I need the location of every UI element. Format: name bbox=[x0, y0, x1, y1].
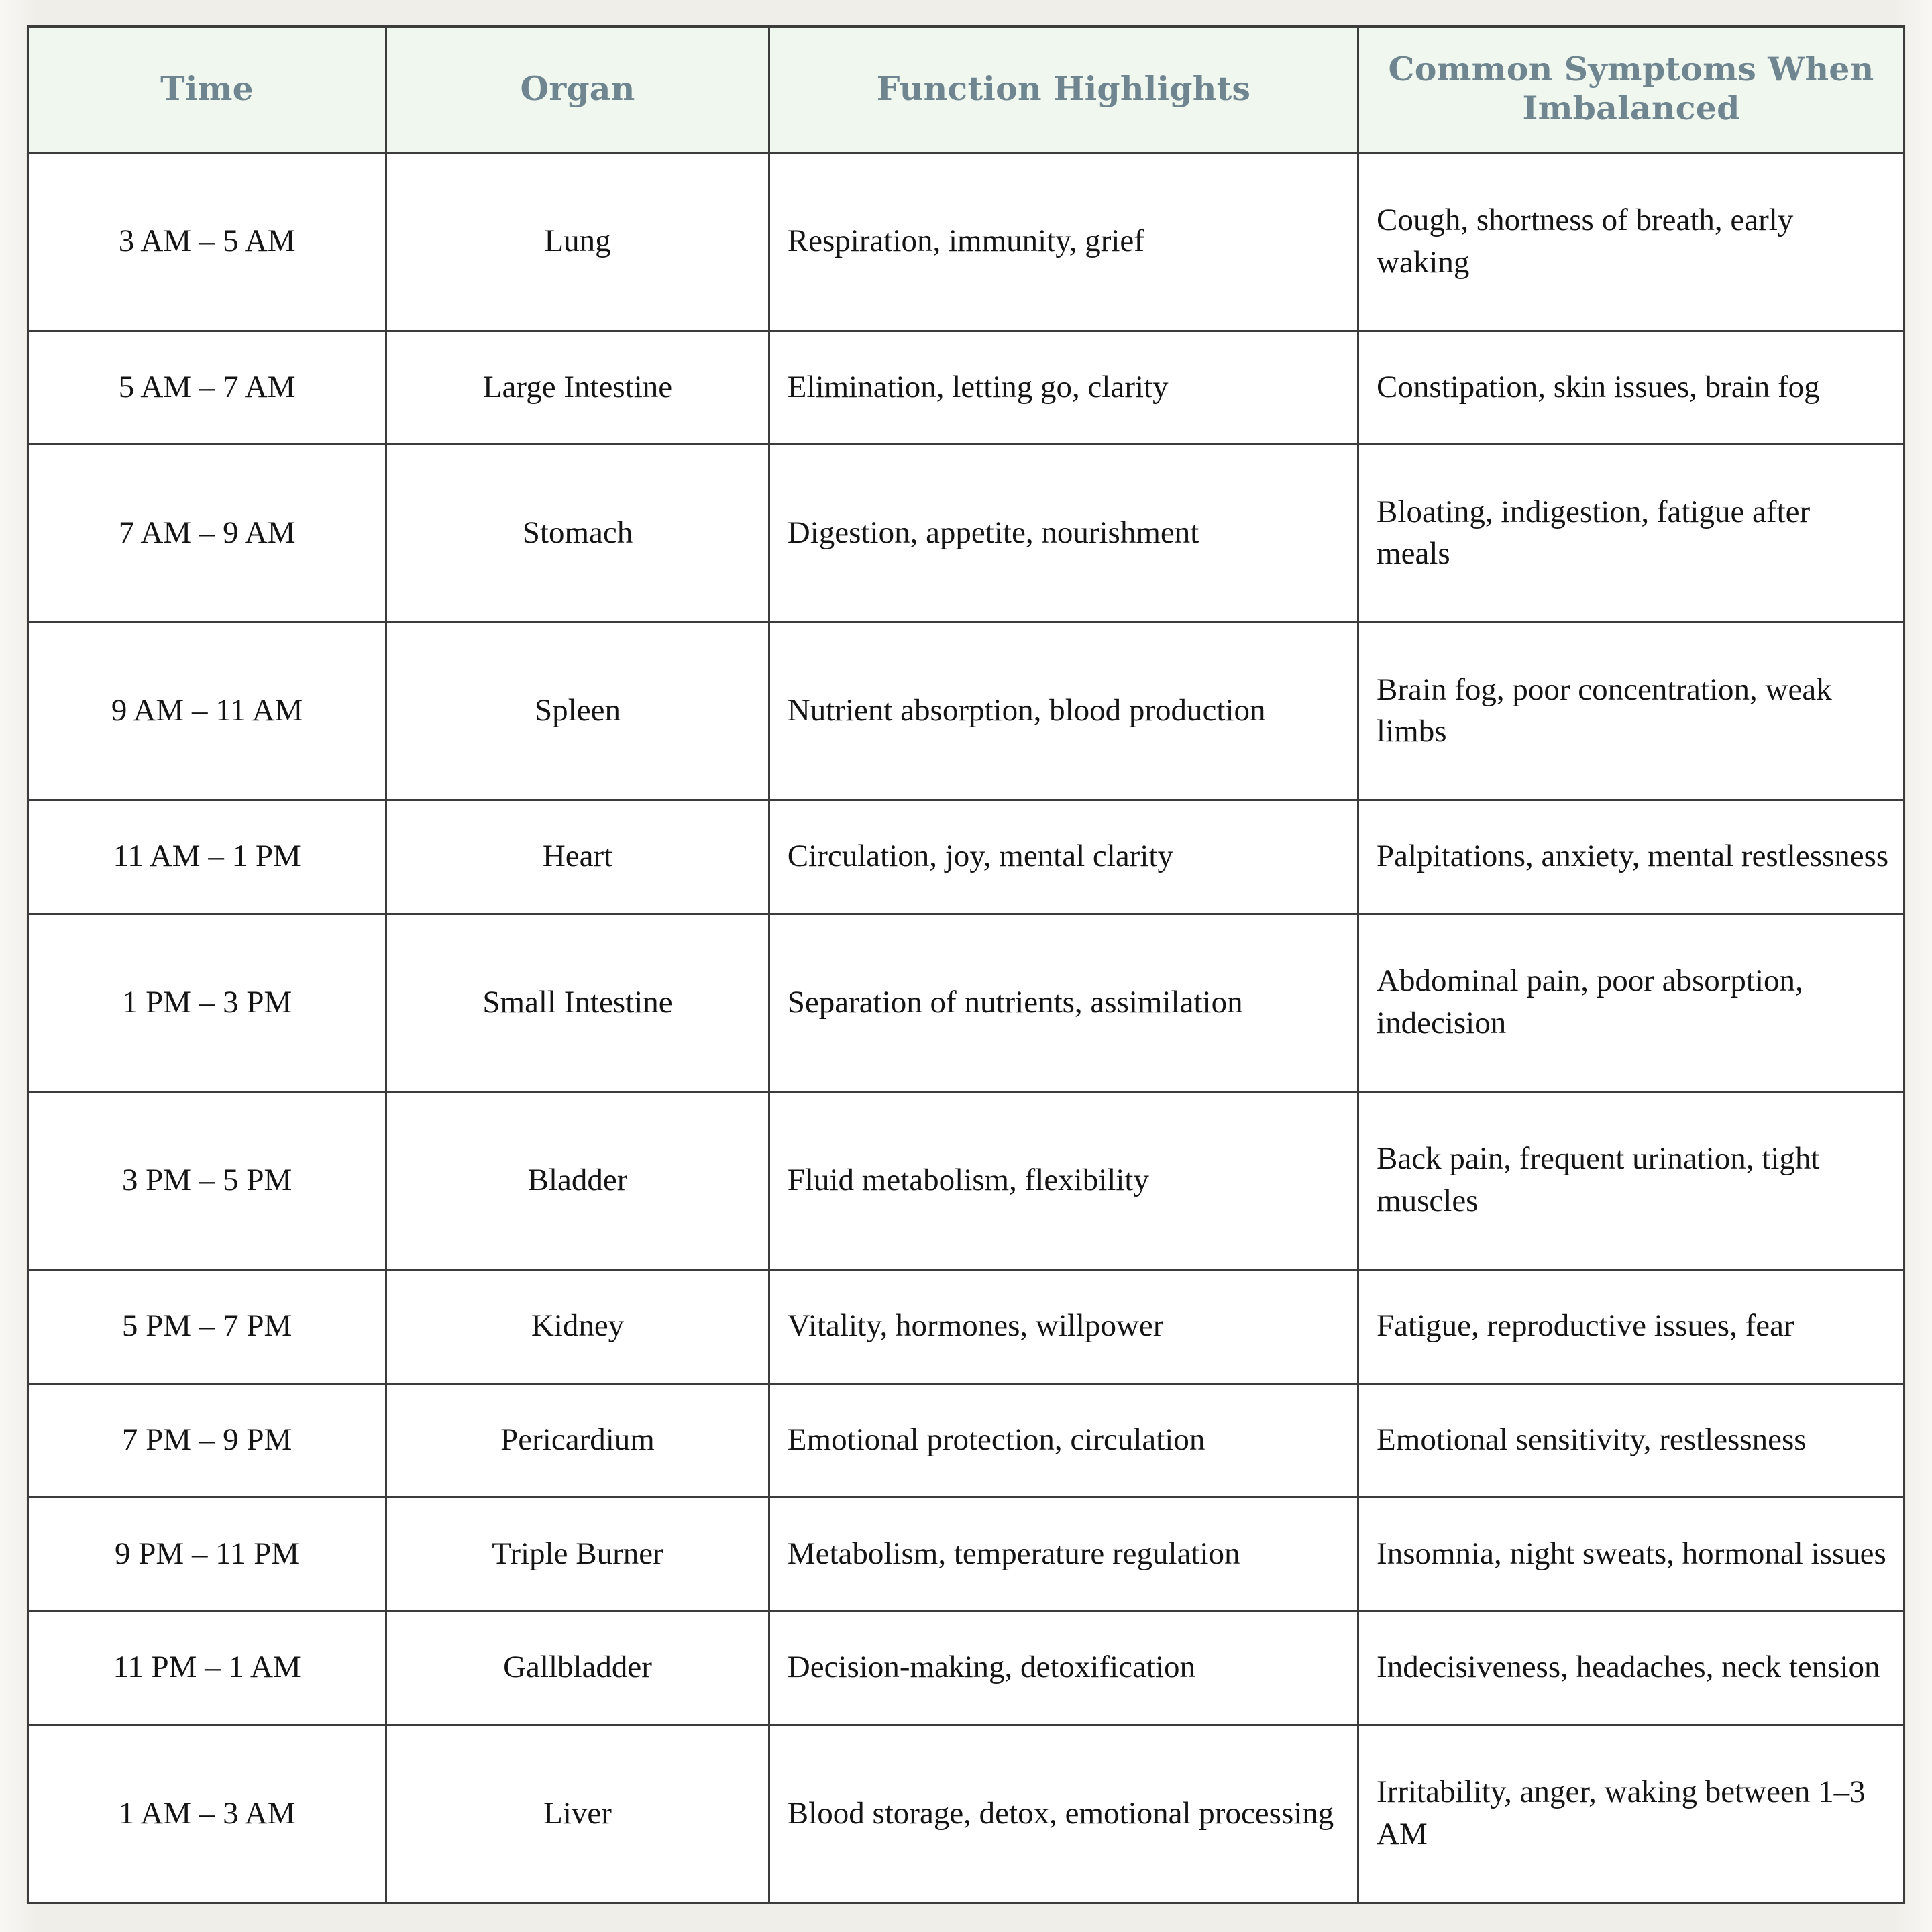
table-row bbox=[28, 1725, 1904, 1902]
cell-function: Digestion, appetite, nourishment bbox=[769, 445, 1358, 623]
cell-time: 7 PM – 9 PM bbox=[28, 1383, 386, 1497]
table-body bbox=[28, 153, 1904, 1902]
cell-function: Nutrient absorption, blood production bbox=[769, 623, 1358, 800]
cell-organ: Liver bbox=[386, 1725, 769, 1902]
cell-organ: Stomach bbox=[386, 445, 769, 623]
cell-symptoms: Irritability, anger, waking between 1–3 AM bbox=[1358, 1725, 1904, 1902]
cell-symptoms: Indecisiveness, headaches, neck tension bbox=[1358, 1611, 1904, 1725]
cell-symptoms: Constipation, skin issues, brain fog bbox=[1358, 331, 1904, 445]
cell-symptoms: Fatigue, reproductive issues, fear bbox=[1358, 1269, 1904, 1383]
cell-function: Metabolism, temperature regulation bbox=[769, 1497, 1358, 1611]
organ-clock-table bbox=[27, 25, 1905, 1904]
cell-time: 11 PM – 1 AM bbox=[28, 1611, 386, 1725]
cell-time: 7 AM – 9 AM bbox=[28, 445, 386, 623]
table-row bbox=[28, 1497, 1904, 1611]
cell-organ: Pericardium bbox=[386, 1383, 769, 1497]
table-header-row bbox=[28, 27, 1904, 154]
column-header-time: Time bbox=[28, 27, 386, 154]
cell-symptoms: Back pain, frequent urination, tight muscles bbox=[1358, 1091, 1904, 1269]
cell-symptoms: Abdominal pain, poor absorption, indecision bbox=[1358, 914, 1904, 1091]
cell-function: Separation of nutrients, assimilation bbox=[769, 914, 1358, 1091]
table-sheet bbox=[27, 25, 1905, 1904]
cell-organ: Small Intestine bbox=[386, 914, 769, 1091]
cell-function: Fluid metabolism, flexibility bbox=[769, 1091, 1358, 1269]
cell-symptoms: Emotional sensitivity, restlessness bbox=[1358, 1383, 1904, 1497]
cell-symptoms: Brain fog, poor concentration, weak limbs bbox=[1358, 623, 1904, 800]
table-row bbox=[28, 445, 1904, 623]
table-row bbox=[28, 800, 1904, 914]
cell-function: Elimination, letting go, clarity bbox=[769, 331, 1358, 445]
cell-time: 9 AM – 11 AM bbox=[28, 623, 386, 800]
cell-time: 9 PM – 11 PM bbox=[28, 1497, 386, 1611]
cell-organ: Lung bbox=[386, 153, 769, 331]
cell-organ: Heart bbox=[386, 800, 769, 914]
cell-function: Blood storage, detox, emotional processing bbox=[769, 1725, 1358, 1902]
table-header bbox=[28, 27, 1904, 154]
cell-organ: Gallbladder bbox=[386, 1611, 769, 1725]
cell-time: 3 PM – 5 PM bbox=[28, 1091, 386, 1269]
cell-time: 1 AM – 3 AM bbox=[28, 1725, 386, 1902]
table-row bbox=[28, 1611, 1904, 1725]
table-row bbox=[28, 153, 1904, 331]
cell-time: 5 PM – 7 PM bbox=[28, 1269, 386, 1383]
column-header-function-highlights: Function Highlights bbox=[769, 27, 1358, 154]
cell-symptoms: Insomnia, night sweats, hormonal issues bbox=[1358, 1497, 1904, 1611]
cell-time: 3 AM – 5 AM bbox=[28, 153, 386, 331]
cell-organ: Large Intestine bbox=[386, 331, 769, 445]
cell-organ: Spleen bbox=[386, 623, 769, 800]
cell-symptoms: Palpitations, anxiety, mental restlessness bbox=[1358, 800, 1904, 914]
table-row bbox=[28, 1091, 1904, 1269]
cell-function: Respiration, immunity, grief bbox=[769, 153, 1358, 331]
column-header-organ: Organ bbox=[386, 27, 769, 154]
table-row bbox=[28, 623, 1904, 800]
cell-function: Emotional protection, circulation bbox=[769, 1383, 1358, 1497]
cell-organ: Triple Burner bbox=[386, 1497, 769, 1611]
cell-time: 1 PM – 3 PM bbox=[28, 914, 386, 1091]
column-header-common-symptoms: Common Symptoms When Imbalanced bbox=[1358, 27, 1904, 154]
table-row bbox=[28, 914, 1904, 1091]
cell-organ: Bladder bbox=[386, 1091, 769, 1269]
cell-symptoms: Bloating, indigestion, fatigue after meals bbox=[1358, 445, 1904, 623]
cell-symptoms: Cough, shortness of breath, early waking bbox=[1358, 153, 1904, 331]
cell-organ: Kidney bbox=[386, 1269, 769, 1383]
table-row bbox=[28, 1383, 1904, 1497]
cell-time: 5 AM – 7 AM bbox=[28, 331, 386, 445]
table-row bbox=[28, 1269, 1904, 1383]
cell-function: Circulation, joy, mental clarity bbox=[769, 800, 1358, 914]
cell-function: Vitality, hormones, willpower bbox=[769, 1269, 1358, 1383]
cell-time: 11 AM – 1 PM bbox=[28, 800, 386, 914]
table-row bbox=[28, 331, 1904, 445]
cell-function: Decision-making, detoxification bbox=[769, 1611, 1358, 1725]
